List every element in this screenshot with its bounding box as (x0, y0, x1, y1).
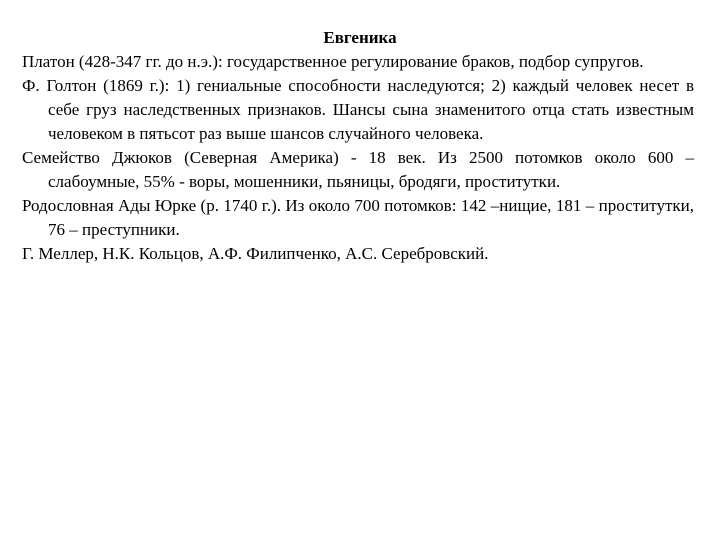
paragraph-galton: Ф. Голтон (1869 г.): 1) гениальные способности наследуются; 2) каждый человек несет в себе груз наследственных признаков. Шансы сына знаменитого отца стать известным человеком в пятьсот раз выше шансов случайного человека. (22, 76, 694, 143)
slide-body (22, 50, 694, 266)
paragraph-plato: Платон (428-347 гг. до н.э.): государственное регулирование браков, подбор супругов. (22, 52, 644, 71)
paragraph-jukes: Семейство Джюков (Северная Америка) - 18 век. Из 2500 потомков около 600 – слабоумные, 55% - воры, мошенники, пьяницы, бродяги, проститутки. (22, 148, 694, 191)
slide-title (0, 27, 720, 49)
slide-title-text: Евгеника (323, 28, 397, 47)
paragraph-ada-jurke: Родословная Ады Юрке (р. 1740 г.). Из около 700 потомков: 142 –нищие, 181 – проститутки, 76 – преступники. (22, 196, 694, 239)
paragraph-scientists: Г. Меллер, Н.К. Кольцов, А.Ф. Филипченко, А.С. Серебровский. (22, 244, 489, 263)
